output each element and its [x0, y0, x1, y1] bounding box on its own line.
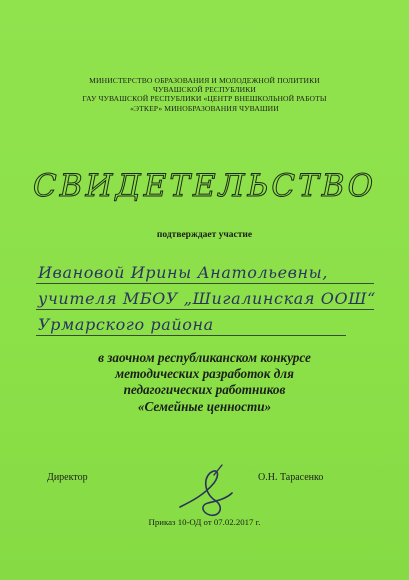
- issuer-line-1: МИНИСТЕРСТВО ОБРАЗОВАНИЯ И МОЛОДЕЖНОЙ ПОЛИТИКИ: [89, 76, 320, 85]
- issuer-header: [40, 76, 369, 113]
- issuer-line-3: ГАУ ЧУВАШСКОЙ РЕСПУБЛИКИ «ЦЕНТР ВНЕШКОЛЬНОЙ РАБОТЫ: [82, 94, 327, 104]
- director-signature: [170, 455, 240, 525]
- confirms-participation: подтверждает участие: [156, 230, 253, 240]
- certificate-title: СВИДЕТЕЛЬСТВО: [32, 168, 377, 204]
- recipient-name: Ивановой Ирины Анатольевны,: [38, 263, 329, 282]
- order-reference: Приказ 10-ОД от 07.02.2017 г.: [148, 517, 261, 527]
- director-name: О.Н. Тарасенко: [258, 472, 324, 483]
- recipient-line-1: [36, 258, 374, 284]
- director-label: Директор: [47, 472, 88, 483]
- contest-line-4: «Семейные ценности»: [137, 398, 272, 414]
- recipient-block: [36, 258, 374, 336]
- issuer-line-2: ЧУВАШСКОЙ РЕСПУБЛИКИ: [153, 85, 256, 95]
- issuer-line-4: «ЭТКЕР» МИНОБРАЗОВАНИЯ ЧУВАШИИ: [130, 103, 279, 113]
- recipient-district: Урмарского района: [38, 315, 214, 334]
- recipient-position: учителя МБОУ „Шигалинская ООШ“: [38, 289, 376, 308]
- contest-description: [0, 350, 409, 415]
- recipient-line-2: [36, 284, 374, 310]
- contest-line-3: педагогических работников: [123, 382, 286, 398]
- recipient-line-3: [36, 310, 346, 336]
- contest-line-1: в заочном республиканском конкурсе: [98, 350, 311, 365]
- contest-line-2: методических разработок для: [115, 366, 294, 382]
